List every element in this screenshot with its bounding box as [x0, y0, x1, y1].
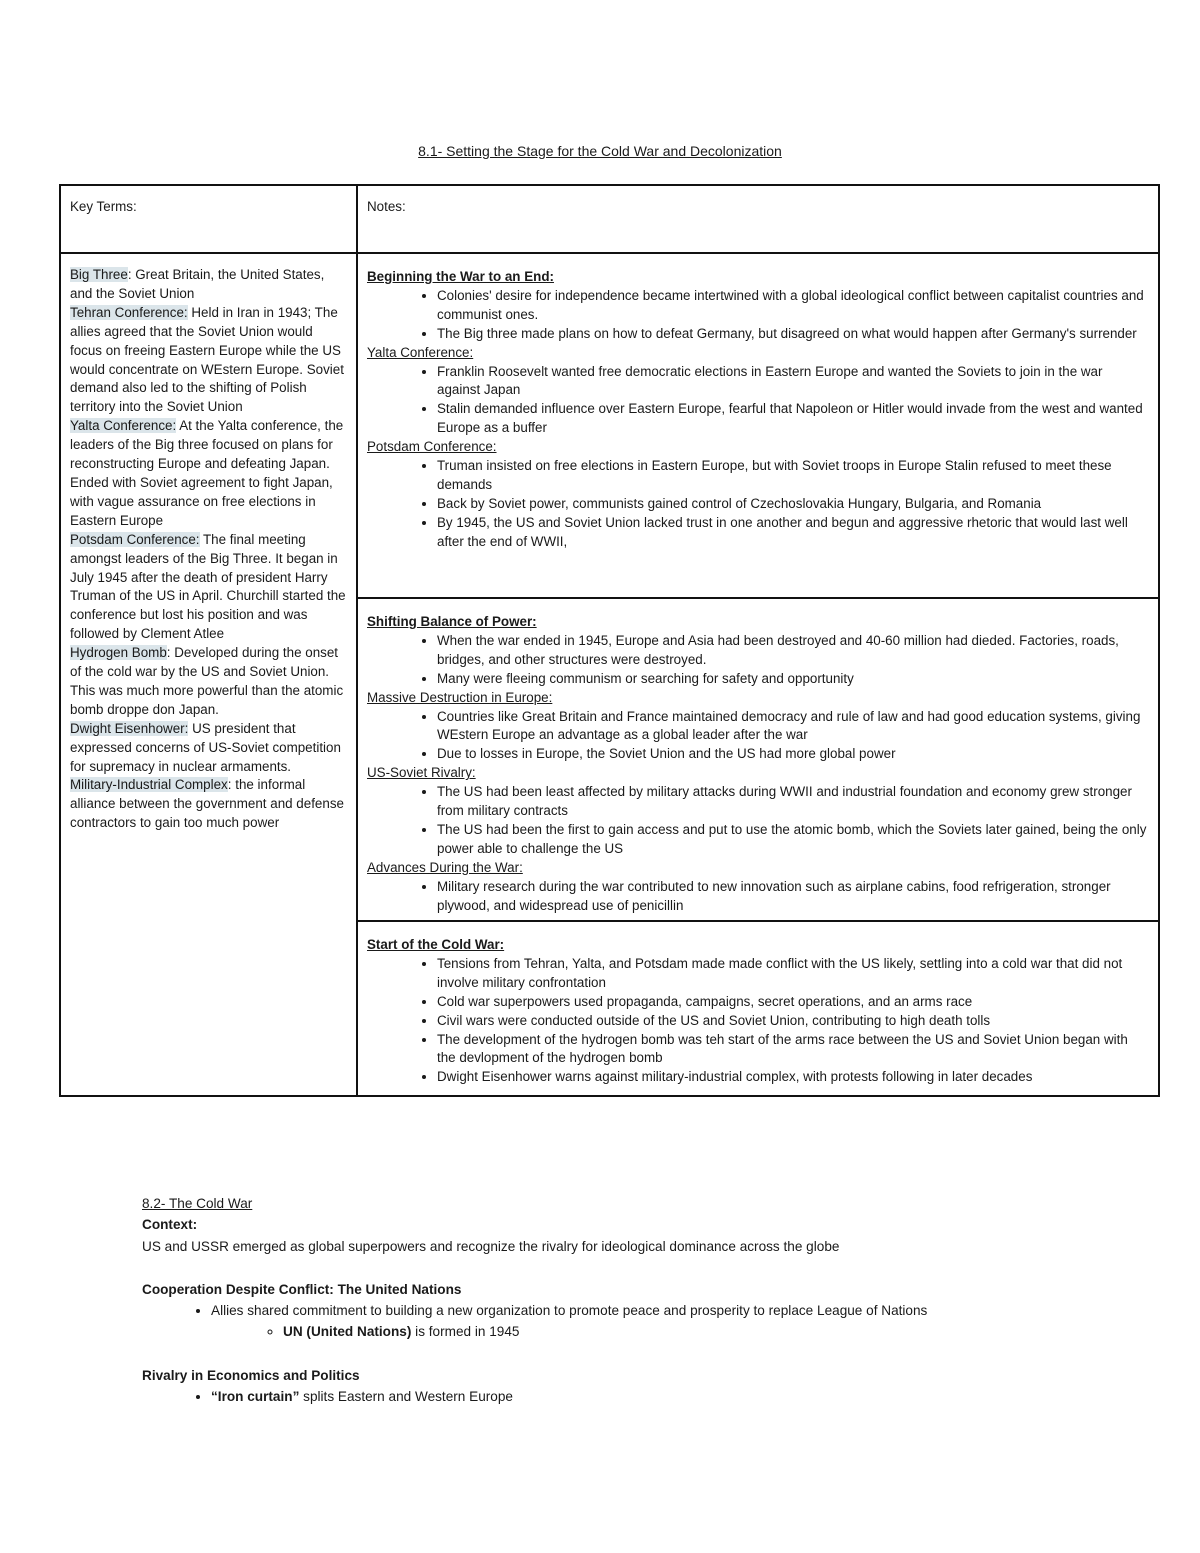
bullet-item: • By 1945, the US and Soviet Union lacked trust in one another and begun and aggressive rhetoric that would last well after the end of WWII,: [437, 514, 1148, 552]
rivalry-heading: Rivalry in Economics and Politics: [142, 1367, 360, 1383]
section-heading: Start of the Cold War:: [367, 937, 505, 952]
key-term: [70, 720, 347, 777]
bullet-item: • Due to losses in Europe, the Soviet Union and the US had more global power: [437, 745, 1148, 764]
key-term: [70, 304, 347, 417]
key-term: [70, 644, 347, 720]
term-def: Developed during the onset of the cold war by the US and Soviet Union. This was much more powerful than the atomic bomb droppe don Japan.: [70, 645, 344, 717]
document-title: 8.1- Setting the Stage for the Cold War and Decolonization: [418, 143, 782, 159]
term-name: Yalta Conference:: [70, 418, 177, 434]
bullet-text: Allies shared commitment to building a new organization to promote peace and prosperity to replace League of Nations: [211, 1303, 928, 1319]
term-def: At the Yalta conference, the leaders of the Big three focused on plans for reconstructing Europe and defeating Japan. Ended with Soviet agreement to fight Japan, with vague assurance on free elections in Eastern Europe: [70, 418, 344, 528]
bullet-item: • Military research during the war contributed to new innovation such as airplane cabins, food refrigeration, stronger plywood, and widespread use of penicillin: [437, 878, 1148, 916]
sub-bullet-list: [211, 1321, 1162, 1342]
key-terms-header: Key Terms:: [60, 185, 357, 253]
sub-bullet-item: [283, 1321, 1162, 1342]
bullet-item: • The US had been the first to gain access and put to use the atomic bomb, which the Soviets later gained, being the only power able to challenge the US: [437, 821, 1148, 859]
bullet-item: • Dwight Eisenhower warns against military-industrial complex, with protests following in later decades: [437, 1068, 1148, 1087]
bullet-item: • The development of the hydrogen bomb was teh start of the arms race between the US and Soviet Union began with the devlopment of the hydrogen bomb: [437, 1031, 1148, 1069]
term-name: Big Three: [70, 267, 128, 282]
subheading: Potsdam Conference:: [367, 439, 497, 455]
bullet-list: [367, 708, 1148, 765]
bullet-item: • Franklin Roosevelt wanted free democratic elections in Eastern Europe and wanted the Soviets to join in the war against Japan: [437, 363, 1148, 401]
bullet-item: • Back by Soviet power, communists gained control of Czechoslovakia Hungary, Bulgaria, and Romania: [437, 495, 1148, 514]
section-8-2-title: 8.2- The Cold War: [142, 1196, 253, 1211]
subheading: Advances During the War:: [367, 859, 523, 875]
bullet-list: [367, 287, 1148, 344]
bullet-item: • Cold war superpowers used propaganda, campaigns, secret operations, and an arms race: [437, 993, 1148, 1012]
key-term: [70, 776, 347, 833]
term-sep: :: [227, 777, 236, 793]
bullet-item: • Tensions from Tehran, Yalta, and Potsdam made made conflict with the US likely, settling into a cold war that did not involve military confrontation: [437, 955, 1148, 993]
key-terms-cell: [60, 253, 357, 1096]
notes-section-1: [357, 253, 1159, 598]
bullet-item: [211, 1386, 1162, 1407]
bullet-text: is formed in 1945: [411, 1324, 520, 1340]
bullet-item: • Stalin demanded influence over Eastern Europe, fearful that Napoleon or Hitler would invade from the west and wanted Europe as a buffer: [437, 400, 1148, 438]
bold-text: “Iron curtain”: [211, 1389, 300, 1405]
term-name: Military-Industrial Complex: [70, 777, 228, 793]
term-name: Potsdam Conference:: [70, 531, 200, 547]
bullet-item: • Truman insisted on free elections in Eastern Europe, but with Soviet troops in Europe Stalin refused to meet these demands: [437, 457, 1148, 495]
term-def: Great Britain, the United States, and the Soviet Union: [70, 267, 325, 301]
term-name: Tehran Conference:: [70, 304, 188, 320]
bold-text: UN (United Nations): [283, 1324, 412, 1340]
notes-header: Notes:: [357, 185, 1159, 253]
bullet-text: splits Eastern and Western Europe: [299, 1389, 513, 1405]
notes-section-3: [357, 921, 1159, 1096]
key-term: [70, 266, 347, 304]
section-heading: Beginning the War to an End:: [367, 269, 554, 284]
bullet-item: • Many were fleeing communism or searching for safety and opportunity: [437, 670, 1148, 689]
term-sep: :: [127, 267, 136, 282]
term-def: Held in Iran in 1943; The allies agreed that the Soviet Union would focus on freeing Eastern Europe while the US would concentrate on WEstern Europe. Soviet demand also led to the shifting of Polish territory into the Soviet Union: [70, 304, 344, 415]
term-sep: :: [166, 645, 175, 661]
bullet-list: [367, 783, 1148, 859]
bullet-item: [211, 1300, 1162, 1343]
bullet-list: [367, 632, 1148, 689]
section-row-1: [60, 253, 1159, 598]
notes-section-2: [357, 598, 1159, 921]
bullet-list: [142, 1300, 1162, 1343]
bullet-item: • Colonies' desire for independence became intertwined with a global ideological conflict between capitalist countries and communist ones.: [437, 287, 1148, 325]
bullet-item: • When the war ended in 1945, Europe and Asia had been destroyed and 40-60 million had dieded. Factories, roads, bridges, and other structures were destroyed.: [437, 632, 1148, 670]
table-header-row: [60, 185, 1159, 253]
bullet-list: [367, 363, 1148, 439]
section-heading: Shifting Balance of Power:: [367, 614, 537, 629]
section-8-2: [142, 1193, 1162, 1407]
bullet-list: [367, 955, 1148, 1087]
un-heading: Cooperation Despite Conflict: The United Nations: [142, 1281, 462, 1297]
term-name: Hydrogen Bomb: [70, 645, 167, 661]
key-term: [70, 417, 347, 530]
bullet-item: • Civil wars were conducted outside of the US and Soviet Union, contributing to high death tolls: [437, 1012, 1148, 1031]
context-text: US and USSR emerged as global superpowers and recognize the rivalry for ideological dominance across the globe: [142, 1238, 840, 1254]
subheading: Massive Destruction in Europe:: [367, 689, 553, 705]
term-def: US president that expressed concerns of US-Soviet competition for supremacy in nuclear armaments.: [70, 720, 341, 774]
term-def: The final meeting amongst leaders of the Big Three. It began in July 1945 after the death of president Harry Truman of the US in April. Churchill started the conference but lost his position and was followed by Clement Atlee: [70, 531, 346, 642]
bullet-item: • Countries like Great Britain and France maintained democracy and rule of law and had good education systems, giving WEstern Europe an advantage as a global leader after the war: [437, 708, 1148, 746]
context-label: Context:: [142, 1217, 198, 1233]
term-name: Dwight Eisenhower:: [70, 720, 189, 736]
bullet-list: [367, 878, 1148, 916]
bullet-item: • The Big three made plans on how to defeat Germany, but disagreed on what would happen after Germany's surrender: [437, 325, 1148, 344]
term-def: the informal alliance between the government and defense contractors to gain too much power: [70, 777, 344, 831]
subheading: US-Soviet Rivalry:: [367, 765, 476, 781]
notes-table: [59, 184, 1160, 1097]
key-term: [70, 531, 347, 644]
bullet-list: [367, 457, 1148, 552]
subheading: Yalta Conference:: [367, 344, 474, 360]
bullet-item: • The US had been least affected by military attacks during WWII and industrial foundation and economy grew stronger from military contracts: [437, 783, 1148, 821]
bullet-list: [142, 1386, 1162, 1407]
